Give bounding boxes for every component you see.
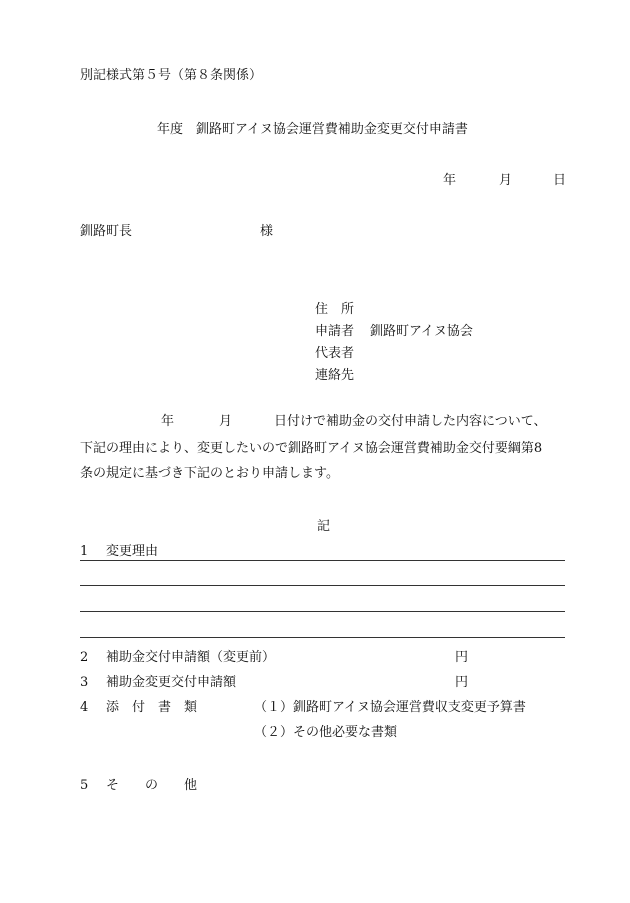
body-year: 年 — [161, 414, 175, 429]
body-line1-rest: 日付けで補助金の交付申請した内容について、 — [274, 414, 547, 429]
form-number: 別記様式第５号（第８条関係） — [80, 68, 263, 83]
date-year: 年 — [443, 173, 457, 188]
item-2-label: 補助金交付申請額（変更前） — [106, 650, 276, 665]
addressee-name: 釧路町長 — [80, 224, 133, 239]
reason-line-2 — [80, 585, 565, 586]
body-line3: 条の規定に基づき下記のとおり申請します。 — [80, 466, 339, 481]
reason-line-1 — [80, 560, 565, 561]
document-title: 年度 釧路町アイヌ協会運営費補助金変更交付申請書 — [157, 122, 468, 137]
date-month: 月 — [499, 173, 513, 188]
body-line2: 下記の理由により、変更したいので釧路町アイヌ協会運営費補助金交付要綱第8 — [80, 441, 543, 456]
item-3-unit: 円 — [455, 675, 469, 690]
item-3-label: 補助金変更交付申請額 — [106, 675, 237, 690]
item-1-number: 1 — [80, 544, 89, 559]
applicant-name: 釧路町アイヌ協会 — [370, 324, 473, 339]
reason-line-3 — [80, 611, 565, 612]
address-label: 住 所 — [315, 302, 355, 317]
representative-label: 代表者 — [315, 346, 355, 361]
item-2-unit: 円 — [455, 650, 469, 665]
item-2-number: 2 — [80, 650, 89, 665]
body-month: 月 — [219, 414, 233, 429]
item-1-label: 変更理由 — [106, 544, 159, 559]
item-4-label: 添 付 書 類 — [106, 700, 198, 715]
reason-line-4 — [80, 637, 565, 638]
item-5-number: 5 — [80, 778, 89, 793]
ki-heading: 記 — [317, 519, 331, 534]
applicant-label: 申請者 — [315, 324, 355, 339]
item-4-sub-1: （１）釧路町アイヌ協会運営費収支変更予算書 — [254, 700, 526, 715]
item-5-label: そ の 他 — [106, 778, 198, 793]
item-4-number: 4 — [80, 700, 89, 715]
addressee-honorific: 様 — [260, 224, 274, 239]
date-day: 日 — [553, 173, 567, 188]
item-4-sub-2: （２）その他必要な書類 — [254, 725, 398, 740]
contact-label: 連絡先 — [315, 368, 355, 383]
item-3-number: 3 — [80, 675, 89, 690]
